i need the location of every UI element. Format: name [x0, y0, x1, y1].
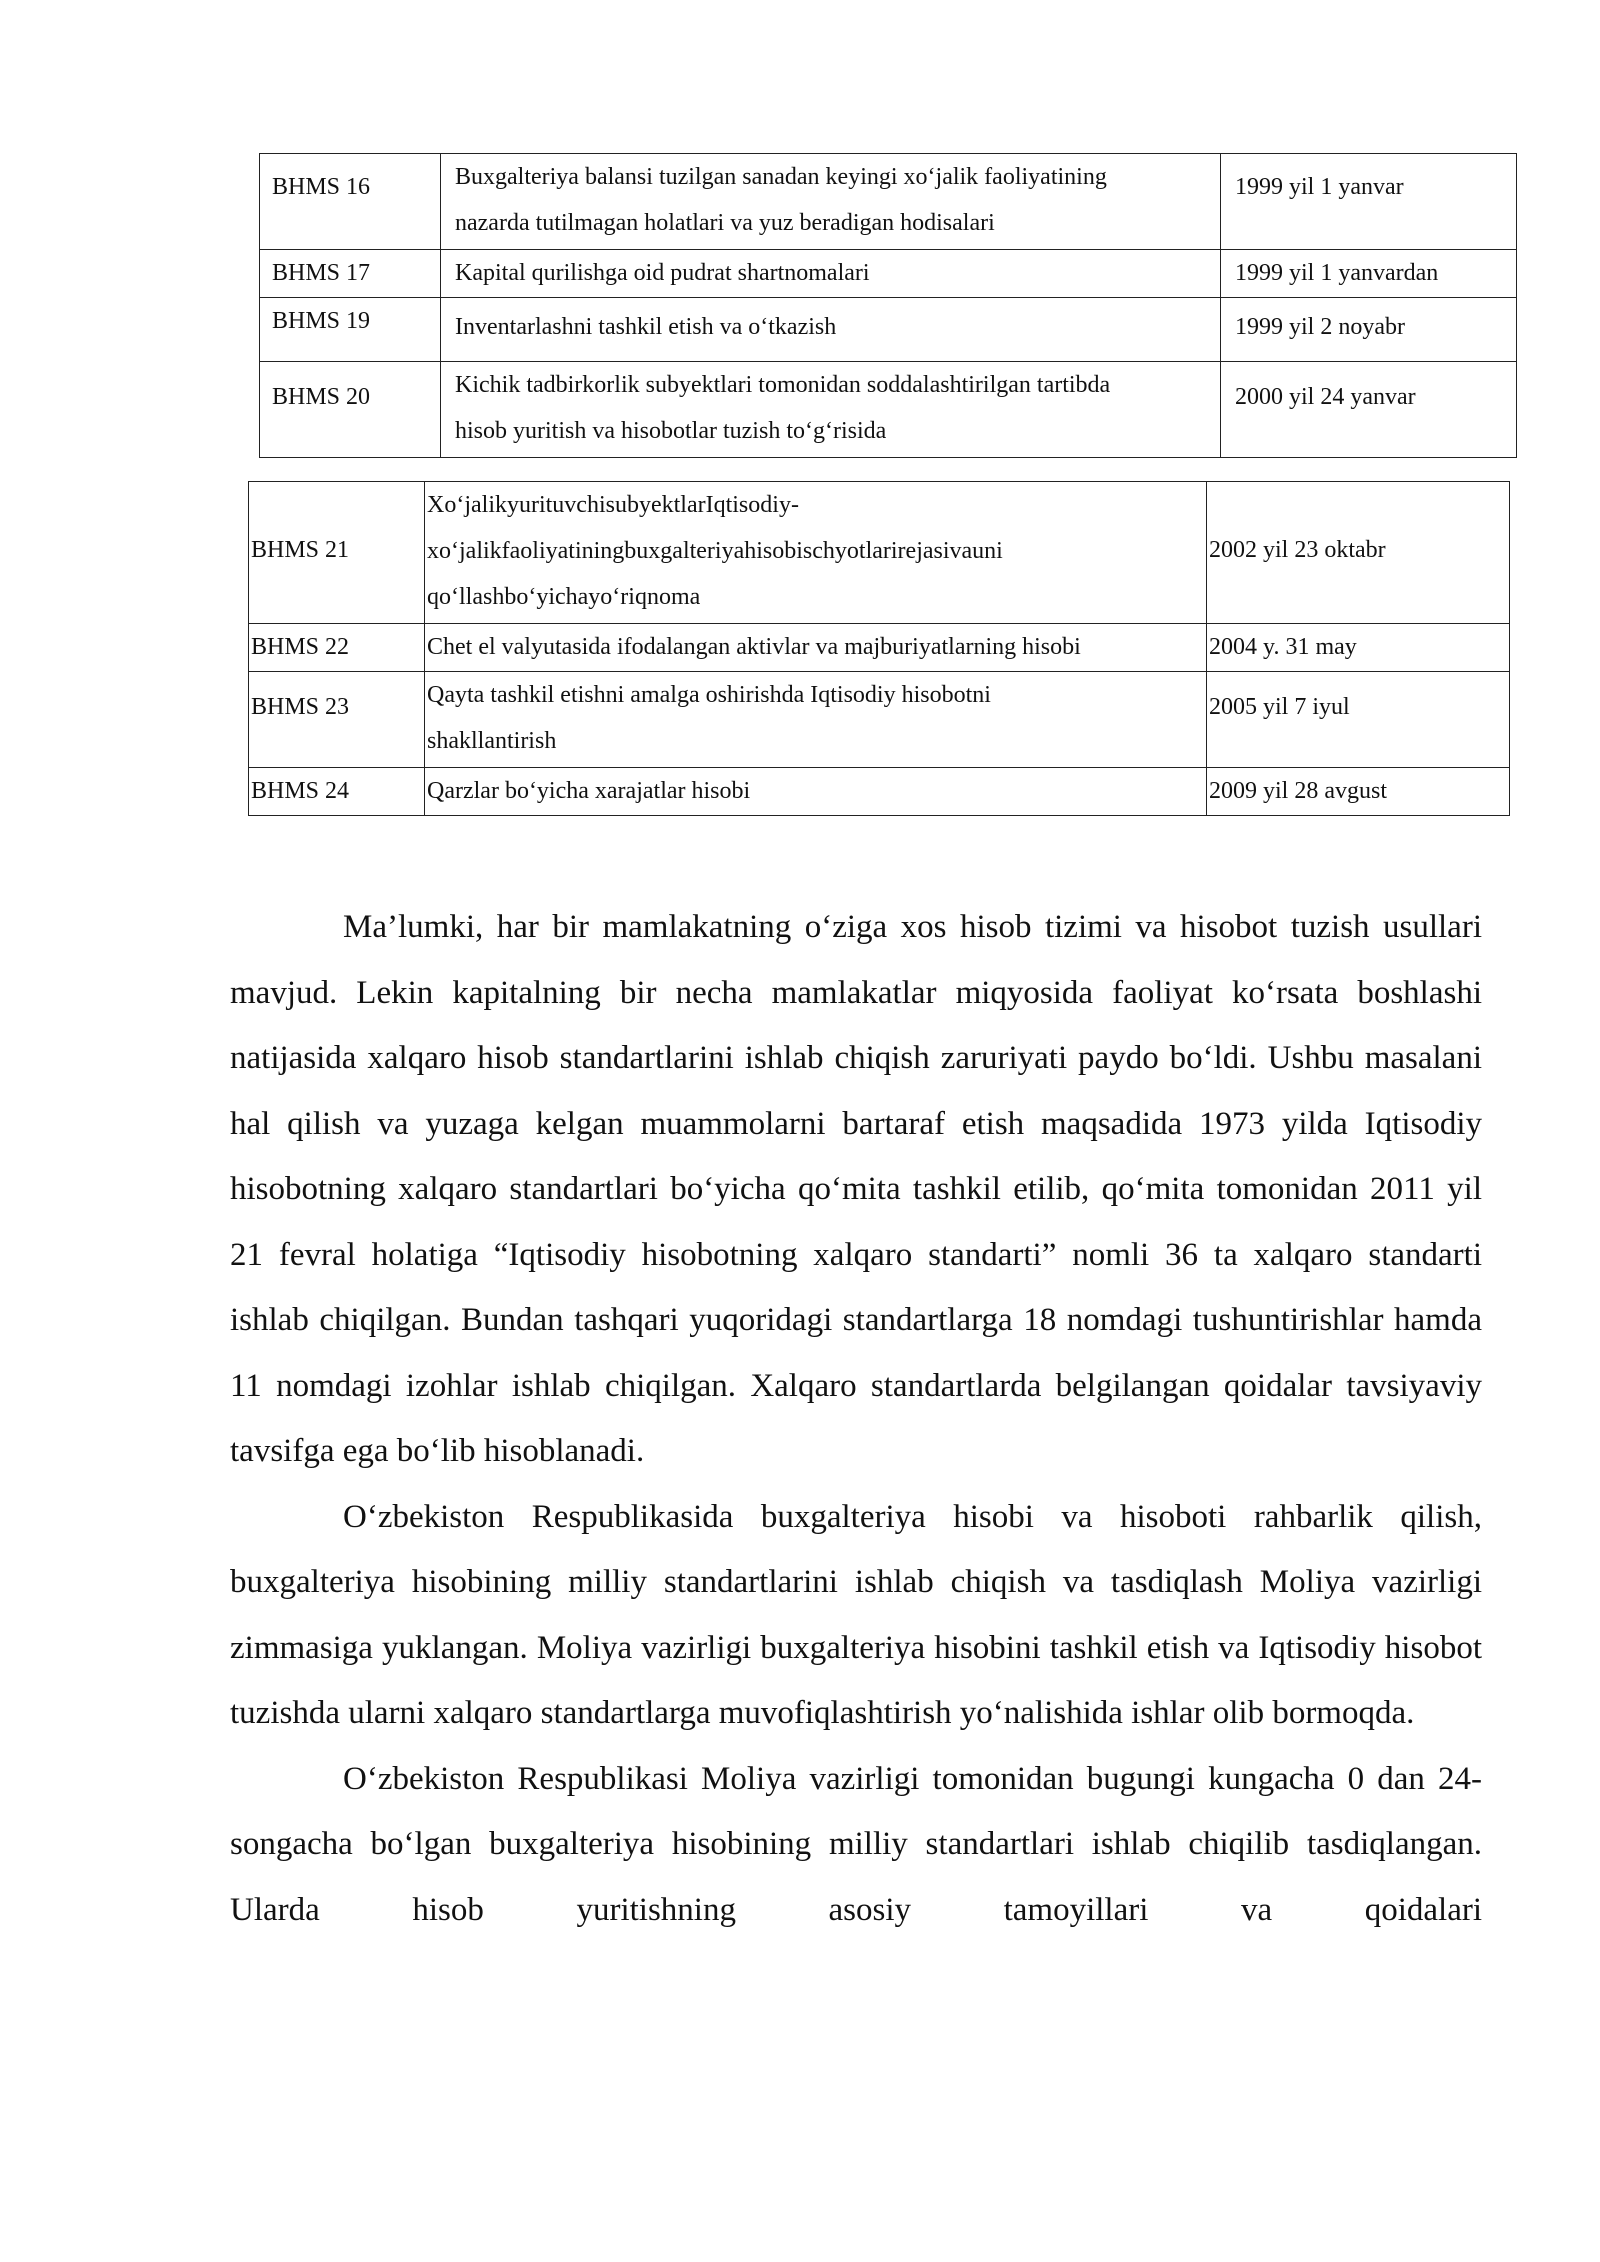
description-line: nazarda tutilmagan holatlari va yuz beradigan hodisalari: [455, 210, 995, 236]
table-row: [260, 250, 1517, 298]
date-text: 1999 yil 2 noyabr: [1235, 314, 1405, 340]
table-row: [249, 482, 1510, 624]
standard-code: BHMS 17: [260, 250, 441, 298]
standard-date: 1999 yil 1 yanvar: [1221, 154, 1517, 250]
description-line: qo‘llashbo‘yichayo‘riqnoma: [427, 584, 701, 610]
standard-description: [425, 768, 1207, 816]
description-line: xo‘jalikfaoliyatiningbuxgalteriyahisobischyotlarirejasivauni: [427, 538, 1003, 564]
description-line: Xo‘jalikyurituvchisubyektlarIqtisodiy-: [427, 492, 799, 518]
standard-date: 2005 yil 7 iyul: [1207, 672, 1510, 768]
paragraph: O‘zbekiston Respublikasi Moliya vazirligi tomonidan bugungi kungacha 0 dan 24-songacha bo‘lgan buxgalteriya hisobining milliy standartlari ishlab chiqilib tasdiqlangan. Ularda hisob yuritishning asosiy tamoyillari va qoidalari: [230, 1760, 1482, 1928]
standard-code: BHMS 21: [249, 482, 425, 624]
table-row: [249, 768, 1510, 816]
standards-table-2: [248, 481, 1510, 816]
description-line: Qayta tashkil etishni amalga oshirishda Iqtisodiy hisobotni: [427, 682, 991, 708]
description-line: Inventarlashni tashkil etish va o‘tkazish: [455, 314, 837, 340]
standard-code: BHMS 20: [260, 362, 441, 458]
standard-description: [441, 298, 1221, 362]
description-line: Kichik tadbirkorlik subyektlari tomonidan soddalashtirilgan tartibda: [455, 372, 1111, 398]
paragraph: O‘zbekiston Respublikasida buxgalteriya hisobi va hisoboti rahbarlik qilish, buxgalteriya hisobining milliy standartlarini ishlab chiqish va tasdiqlash Moliya vazirligi zimmasiga yuklangan. Moliya vazirligi buxgalteriya hisobini tashkil etish va Iqtisodiy hisobot tuzishda ularni xalqaro standartlarga muvofiqlashtirish yo‘nalishida ishlar olib bormoqda.: [230, 1498, 1482, 1731]
standard-code: BHMS 22: [249, 624, 425, 672]
standard-description: [425, 672, 1207, 768]
standard-description: [441, 154, 1221, 250]
standard-date: 2004 y. 31 may: [1207, 624, 1510, 672]
standard-code: BHMS 16: [260, 154, 441, 250]
body-text: [230, 895, 1482, 1943]
standard-code: BHMS 19: [260, 298, 441, 362]
table-row: [249, 624, 1510, 672]
standard-date: [1221, 298, 1517, 362]
table-row: [260, 154, 1517, 250]
standard-description: [425, 482, 1207, 624]
table-row: [249, 672, 1510, 768]
standards-table-1: [259, 153, 1517, 458]
table-row: [260, 298, 1517, 362]
description-line: Chet el valyutasida ifodalangan aktivlar va majburiyatlarning hisobi: [427, 634, 1081, 660]
standard-description: [441, 250, 1221, 298]
standard-date: 2009 yil 28 avgust: [1207, 768, 1510, 816]
description-line: Kapital qurilishga oid pudrat shartnomalari: [455, 260, 870, 286]
standard-code: BHMS 24: [249, 768, 425, 816]
standard-date: 2002 yil 23 oktabr: [1207, 482, 1510, 624]
standard-description: [425, 624, 1207, 672]
standard-description: [441, 362, 1221, 458]
standard-code: BHMS 23: [249, 672, 425, 768]
standard-date: 1999 yil 1 yanvardan: [1221, 250, 1517, 298]
paragraph: Ma’lumki, har bir mamlakatning o‘ziga xos hisob tizimi va hisobot tuzish usullari mavjud. Lekin kapitalning bir necha mamlakatlar miqyosida faoliyat ko‘rsata boshlashi natijasida xalqaro hisob standartlarini ishlab chiqish zaruriyati paydo bo‘ldi. Ushbu masalani hal qilish va yuzaga kelgan muammolarni bartaraf etish maqsadida 1973 yilda Iqtisodiy hisobotning xalqaro standartlari bo‘yicha qo‘mita tashkil etilib, qo‘mita tomonidan 2011 yil 21 fevral holatiga “Iqtisodiy hisobotning xalqaro standarti” nomli 36 ta xalqaro standarti ishlab chiqilgan. Bundan tashqari yuqoridagi standartlarga 18 nomdagi tushuntirishlar hamda 11 nomdagi izohlar ishlab chiqilgan. Xalqaro standartlarda belgilangan qoidalar tavsiyaviy tavsifga ega bo‘lib hisoblanadi.: [230, 909, 1482, 1469]
description-line: shakllantirish: [427, 728, 557, 754]
description-line: hisob yuritish va hisobotlar tuzish to‘g‘risida: [455, 418, 887, 444]
description-line: Buxgalteriya balansi tuzilgan sanadan keyingi xo‘jalik faoliyatining: [455, 164, 1107, 190]
standard-date: 2000 yil 24 yanvar: [1221, 362, 1517, 458]
table-row: [260, 362, 1517, 458]
description-line: Qarzlar bo‘yicha xarajatlar hisobi: [427, 778, 751, 804]
